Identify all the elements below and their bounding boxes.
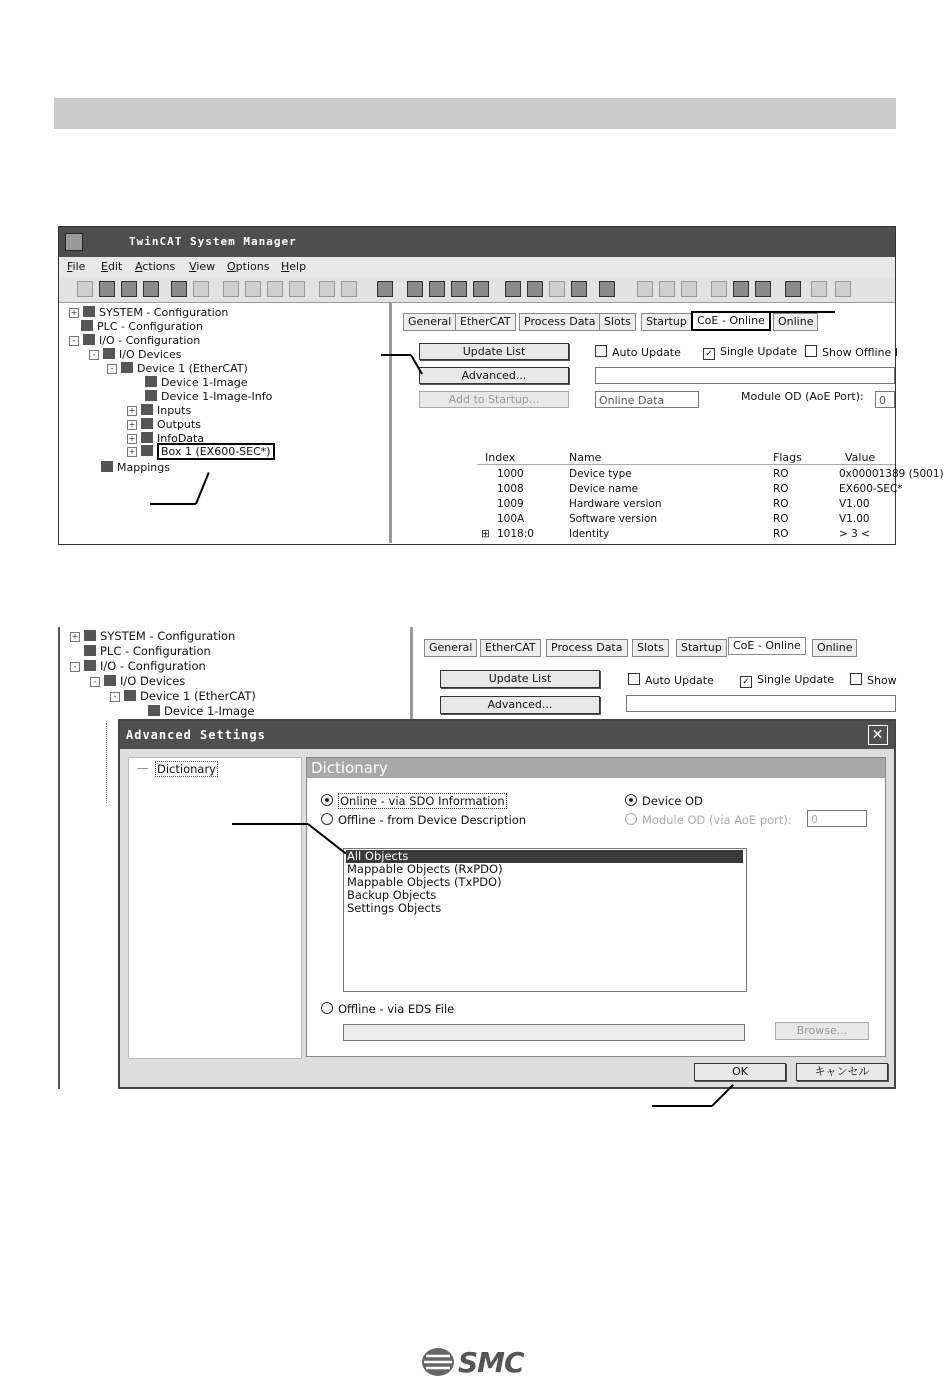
info-icon[interactable] xyxy=(811,281,827,297)
open-icon[interactable] xyxy=(99,281,115,297)
list-item[interactable]: Settings Objects xyxy=(347,901,442,915)
tab-coe-online[interactable]: CoE - Online xyxy=(691,311,771,331)
tab-slots[interactable]: Slots xyxy=(632,639,669,657)
offline-eds-radio[interactable]: Offline - via EDS File xyxy=(321,1002,454,1016)
restart-icon[interactable] xyxy=(473,281,489,297)
collapse-icon[interactable]: - xyxy=(89,350,99,360)
radio-button[interactable] xyxy=(321,1002,333,1014)
dictionary-group-header: Dictionary xyxy=(307,758,885,778)
list-item[interactable]: Mappable Objects (RxPDO) xyxy=(347,862,503,876)
description-field[interactable] xyxy=(595,367,895,384)
tree-connector xyxy=(106,723,115,803)
table-row[interactable]: ⊞ 1018:0 Identity RO > 3 < xyxy=(481,528,870,540)
advanced-settings-dialog xyxy=(118,719,896,1089)
tree-item-box1[interactable] xyxy=(127,445,275,458)
expand-icon[interactable]: + xyxy=(128,406,136,415)
chart-icon[interactable] xyxy=(681,281,697,297)
object-type-listbox[interactable] xyxy=(343,848,747,992)
config-mode-icon[interactable] xyxy=(527,281,543,297)
ethercat-icon xyxy=(121,362,133,373)
expand-icon[interactable]: + xyxy=(128,447,136,456)
open-folder-icon[interactable] xyxy=(121,281,137,297)
update-list-button[interactable]: Update List xyxy=(440,670,600,688)
paste-special-icon[interactable] xyxy=(289,281,305,297)
list-item-all-objects[interactable]: All Objects xyxy=(346,850,743,863)
cut-icon[interactable] xyxy=(223,281,239,297)
tree-item-system[interactable]: + SYSTEM - Configuration xyxy=(70,306,229,319)
show-offline-checkbox[interactable]: Show Offline I xyxy=(805,345,898,359)
collapse-icon[interactable]: - xyxy=(110,692,120,702)
tree-item-plc[interactable]: PLC - Configuration xyxy=(81,320,203,333)
callout-line xyxy=(381,354,411,356)
add-to-startup-button: Add to Startup... xyxy=(419,391,569,408)
box-icon xyxy=(141,445,153,456)
checkbox-box[interactable] xyxy=(595,345,607,357)
tree-item-system[interactable]: + SYSTEM - Configuration xyxy=(71,629,236,643)
expand-icon[interactable]: + xyxy=(70,308,78,317)
smc-logo xyxy=(420,1346,532,1378)
table-row[interactable]: 100A Software version RO V1.00 xyxy=(497,513,870,525)
table-header xyxy=(477,449,895,465)
checkmark-icon[interactable]: ✓ xyxy=(703,348,715,360)
callout-line xyxy=(150,503,196,505)
single-update-checkbox[interactable]: ✓ Single Update xyxy=(703,345,797,360)
description-field[interactable] xyxy=(626,695,896,712)
paste-icon[interactable] xyxy=(267,281,283,297)
radio-button[interactable] xyxy=(625,794,637,806)
io-icon xyxy=(83,334,95,345)
tab-startup[interactable]: Startup xyxy=(641,313,692,331)
screenshot-advanced-settings xyxy=(58,627,896,1089)
check-icon[interactable] xyxy=(429,281,445,297)
menu-help[interactable]: Help xyxy=(281,260,307,273)
screenshot-system-manager xyxy=(58,226,944,545)
outputs-icon xyxy=(141,418,153,429)
radio-button xyxy=(625,813,637,825)
hand-icon[interactable] xyxy=(341,281,357,297)
plc-icon xyxy=(84,645,96,656)
list-item[interactable]: Mappable Objects (TxPDO) xyxy=(347,875,502,889)
tab-process-data[interactable]: Process Data xyxy=(546,639,628,657)
tree-item-device1[interactable]: - Device 1 (EtherCAT) xyxy=(107,362,248,375)
scan-icon[interactable] xyxy=(505,281,521,297)
show-offline-checkbox[interactable]: Show xyxy=(850,673,897,687)
tree-item-io-devices[interactable]: - I/O Devices xyxy=(90,674,185,688)
callout-line xyxy=(232,823,308,825)
dictionary-group xyxy=(306,757,886,1057)
print-icon[interactable] xyxy=(171,281,187,297)
col-index[interactable]: Index xyxy=(485,451,516,464)
checkbox-box[interactable] xyxy=(850,673,862,685)
tab-general[interactable]: General xyxy=(424,639,477,657)
checkbox-box[interactable] xyxy=(628,673,640,685)
tree-pane xyxy=(60,627,413,722)
single-update-checkbox[interactable]: ✓ Single Update xyxy=(740,673,834,688)
expand-icon[interactable]: + xyxy=(71,632,79,641)
save-icon[interactable] xyxy=(143,281,159,297)
advanced-button[interactable]: Advanced... xyxy=(419,367,569,384)
radio-button[interactable] xyxy=(321,794,333,806)
callout-line xyxy=(652,1105,712,1107)
collapse-icon[interactable]: - xyxy=(90,677,100,687)
tab-online[interactable]: Online xyxy=(773,313,818,331)
tab-coe-online[interactable]: CoE - Online xyxy=(728,637,806,655)
collapse-icon[interactable]: - xyxy=(107,364,117,374)
tree-item-io-devices[interactable]: - I/O Devices xyxy=(89,348,181,361)
menu-actions[interactable]: Actions xyxy=(135,260,176,273)
menu-view[interactable]: View xyxy=(189,260,216,273)
list-item[interactable]: Backup Objects xyxy=(347,888,437,902)
glasses-icon[interactable] xyxy=(711,281,727,297)
mappings-icon xyxy=(101,461,113,472)
tab-process-data[interactable]: Process Data xyxy=(519,313,601,331)
cancel-button[interactable]: キャンセル xyxy=(796,1063,888,1081)
update-list-button[interactable]: Update List xyxy=(419,343,569,360)
menu-edit[interactable]: Edit xyxy=(101,260,123,273)
system-icon xyxy=(83,306,95,317)
devices-icon[interactable] xyxy=(407,281,423,297)
close-icon[interactable]: ✕ xyxy=(868,725,888,745)
checkbox-box[interactable] xyxy=(805,345,817,357)
toolbar xyxy=(59,277,895,303)
image-icon xyxy=(145,376,157,387)
system-icon xyxy=(84,630,96,641)
tree-item-mappings[interactable]: Mappings xyxy=(101,461,170,474)
advanced-button[interactable]: Advanced... xyxy=(440,696,600,714)
table-row[interactable]: 1009 Hardware version RO V1.00 xyxy=(497,498,870,510)
tree-item-device1-image-info[interactable]: Device 1-Image-Info xyxy=(145,390,272,403)
module-od-label: Module OD (AoE Port): xyxy=(741,390,864,403)
find-icon[interactable] xyxy=(319,281,335,297)
nav-item-dictionary[interactable]: Dictionary xyxy=(157,762,216,776)
app-icon xyxy=(65,233,83,251)
new-icon[interactable] xyxy=(77,281,93,297)
settings-icon[interactable] xyxy=(755,281,771,297)
expand-icon[interactable]: + xyxy=(128,420,136,429)
tree-pane xyxy=(61,303,392,543)
network-icon[interactable] xyxy=(599,281,615,297)
tab-startup[interactable]: Startup xyxy=(676,639,727,657)
col-name[interactable]: Name xyxy=(569,451,602,464)
infodata-icon xyxy=(141,432,153,443)
tree-item-device1[interactable]: - Device 1 (EtherCAT) xyxy=(110,689,256,703)
tab-ethercat[interactable]: EtherCAT xyxy=(480,639,541,657)
collapse-icon[interactable]: - xyxy=(70,662,80,672)
checkmark-icon[interactable]: ✓ xyxy=(740,676,752,688)
online-sdo-radio[interactable]: Online - via SDO Information xyxy=(321,794,507,808)
tool-icon[interactable] xyxy=(549,281,565,297)
section-header-bar xyxy=(54,98,896,129)
module-od-radio: Module OD (via AoE port): xyxy=(625,813,792,827)
plc-icon xyxy=(81,320,93,331)
radio-button[interactable] xyxy=(321,813,333,825)
tree-item-inputs[interactable]: + Inputs xyxy=(128,404,192,417)
window-title: TwinCAT System Manager xyxy=(129,235,297,248)
table-row[interactable]: 1000 Device type RO 0x00001389 (5001) xyxy=(497,468,944,480)
ethercat-icon xyxy=(124,690,136,701)
stamp-icon[interactable] xyxy=(785,281,801,297)
expand-icon[interactable]: ⊞ xyxy=(481,528,490,540)
zoom-icon[interactable] xyxy=(659,281,675,297)
tree-item-infodata[interactable]: + InfoData xyxy=(128,432,205,445)
tree-item-device1-image[interactable]: Device 1-Image xyxy=(148,704,254,718)
module-od-input[interactable]: 0 xyxy=(875,391,895,408)
logo-text: SMC xyxy=(458,1346,524,1379)
tab-general[interactable]: General xyxy=(403,313,456,331)
menu-options[interactable]: Options xyxy=(227,260,270,273)
image-info-icon xyxy=(145,390,157,401)
detail-pane xyxy=(414,627,896,722)
dialog-title: Advanced Settings xyxy=(126,728,266,742)
image-icon xyxy=(148,705,160,716)
tree-item-outputs[interactable]: + Outputs xyxy=(128,418,201,431)
col-flags[interactable]: Flags xyxy=(773,451,802,464)
tab-slots[interactable]: Slots xyxy=(599,313,636,331)
ok-button[interactable]: OK xyxy=(694,1063,786,1081)
offline-device-desc-radio[interactable]: Offline - from Device Description xyxy=(321,813,526,827)
col-value[interactable]: Value xyxy=(845,451,876,464)
doc-icon[interactable] xyxy=(637,281,653,297)
help-icon[interactable] xyxy=(835,281,851,297)
menu-file[interactable]: File xyxy=(67,260,86,273)
tree-item-device1-image[interactable]: Device 1-Image xyxy=(145,376,248,389)
dialog-title-bar xyxy=(120,721,894,749)
monitor-icon[interactable] xyxy=(377,281,393,297)
copy-icon[interactable] xyxy=(245,281,261,297)
expand-icon[interactable]: + xyxy=(128,434,136,443)
browse-button: Browse... xyxy=(775,1022,869,1040)
io-icon xyxy=(84,660,96,671)
auto-update-checkbox[interactable]: Auto Update xyxy=(595,345,681,359)
title-bar xyxy=(59,227,895,257)
table-row[interactable]: 1008 Device name RO EX600-SEC* xyxy=(497,483,903,495)
devices-folder-icon xyxy=(103,348,115,359)
tab-online[interactable]: Online xyxy=(812,639,857,657)
inputs-icon xyxy=(141,404,153,415)
tab-ethercat[interactable]: EtherCAT xyxy=(455,313,516,331)
devices-folder-icon xyxy=(104,675,116,686)
pointer-icon[interactable] xyxy=(733,281,749,297)
device-od-radio[interactable]: Device OD xyxy=(625,794,703,808)
detail-pane xyxy=(395,303,944,543)
eds-file-path-field xyxy=(343,1024,745,1041)
module-od-port-input: 0 xyxy=(807,810,867,827)
callout-line xyxy=(765,311,835,313)
tree-connector: — xyxy=(137,761,149,775)
collapse-icon[interactable]: - xyxy=(69,336,79,346)
tree-item-io-config[interactable]: - I/O - Configuration xyxy=(70,659,206,673)
activate-icon[interactable] xyxy=(451,281,467,297)
print-preview-icon[interactable] xyxy=(193,281,209,297)
dialog-nav-pane xyxy=(128,757,302,1059)
auto-update-checkbox[interactable]: Auto Update xyxy=(628,673,714,687)
tree-item-plc[interactable]: PLC - Configuration xyxy=(84,644,211,658)
box1-label: Box 1 (EX600-SEC*) xyxy=(157,443,275,460)
target-icon[interactable] xyxy=(571,281,587,297)
online-data-field[interactable]: Online Data xyxy=(595,391,699,408)
tree-item-io-config[interactable]: - I/O - Configuration xyxy=(69,334,200,347)
menu-bar xyxy=(59,257,895,277)
